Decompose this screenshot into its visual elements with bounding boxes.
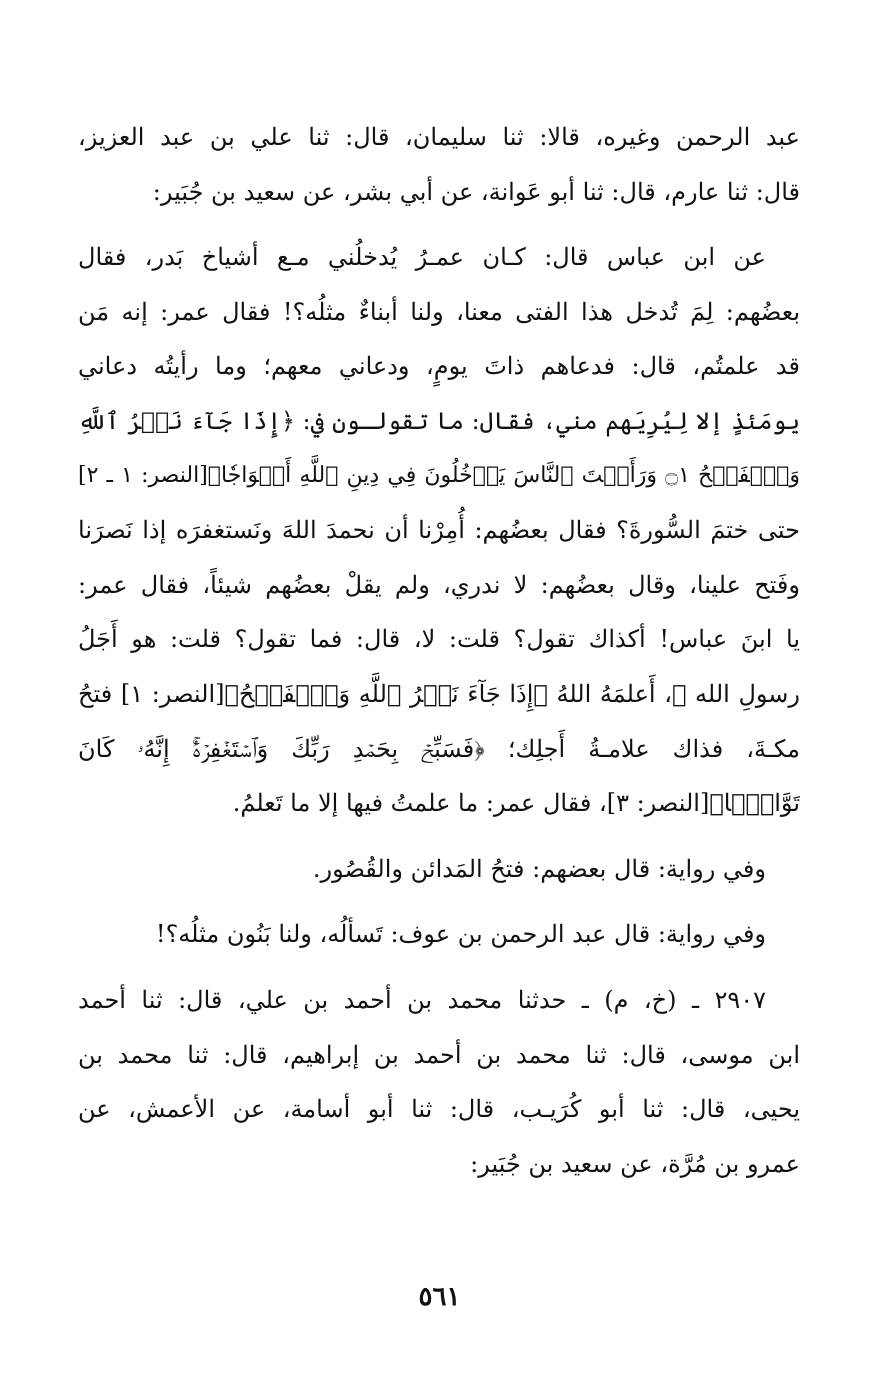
narration-line: وفي رواية: قال بعضهم: فتحُ المَدائن والقُصُور.	[312, 854, 766, 883]
text-line: حتى ختمَ السُّورةَ؟ فقال بعضُهم: أُمِرْنا أن نحمدَ اللهَ ونَستغفرَه إذا نَصرَنا	[78, 516, 800, 545]
text-line: وفَتح علينا، وقال بعضُهم: لا ندري، ولم يقلْ بعضُهم شيئاً، فقال عمر:	[78, 570, 800, 599]
text-line: قال: ثنا عارم، قال: ثنا أبو عَوانة، عن أبي بشر، عن سعيد بن جُبَير:	[152, 177, 800, 206]
text-line: عن ابن عباس قال: كـان عمـرُ يُدخلُني مـع أشياخ بَدر، فقال	[78, 243, 766, 272]
text-line: عبد الرحمن وغيره، قالا: ثنا سليمان، قال: ثنا علي بن عبد العزيز،	[78, 123, 800, 151]
page-number: ٥٦١	[418, 1282, 461, 1312]
body-text	[78, 110, 800, 1191]
text-line: تَوَّابَۢا﴾[النصر: ٣]، فقال عمر: ما علمتُ فيها إلا ما تَعلمُ.	[232, 789, 800, 818]
text-line: يا ابنَ عباس! أكذاك تقول؟ قلت: لا، قال: فما تقول؟ قلت: هو أَجَلُ	[78, 625, 800, 654]
text-line: يومَئذٍ إلا لِيُرِيَهم مني، فقال: ما تقولـون في: ﴿إِذَا جَآءَ نَصۡرُ ٱللَّهِ	[78, 406, 800, 435]
text-line: ابن موسى، قال: ثنا محمد بن أحمد بن إبراهيم، قال: ثنا محمد بن	[78, 1040, 800, 1069]
narration-line: وفي رواية: قال عبد الرحمن بن عوف: تَسألُه، ولنا بَنُون مثلُه؟!	[155, 920, 766, 949]
text-line: بعضُهم: لِمَ تُدخل هذا الفتى معنا، ولنا أبناءٌ مثلُه؟! فقال عمر: إنه مَن	[78, 297, 800, 326]
text-line: مكـةَ، فذاك علامـةُ أَجلِك؛ ﴿فَسَبِّحۡ بِحَمۡدِ رَبِّكَ وَٱسۡتَغۡفِرۡهُۚ إِنَّهُۥ كَانَ	[78, 734, 800, 763]
text-line: قد علمتُم، قال: فدعاهم ذاتَ يومٍ، ودعاني معهم؛ وما رأيتُه دعاني	[78, 352, 800, 381]
quran-verse-line: وَٱلۡفَتۡحُ ۝١ وَرَأَيۡتَ ٱلنَّاسَ يَدۡخُلُونَ فِي دِينِ ٱللَّهِ أَفۡوَاجٗا﴾[النصر: ١ ـ ٢]	[78, 462, 800, 488]
text-line: عمرو بن مُرَّة، عن سعيد بن جُبَير:	[470, 1149, 800, 1178]
text-line: رسولِ الله ﷺ، أَعلمَهُ اللهُ ﴿إِذَا جَآءَ نَصۡرُ ٱللَّهِ وَٱلۡفَتۡحُ﴾[النصر: ١] فتحُ	[78, 679, 800, 708]
hadith-number-line: ٢٩٠٧ ـ (خ، م) ـ حدثنا محمد بن أحمد بن علي، قال: ثنا أحمد	[78, 985, 766, 1014]
text-line: يحيى، قال: ثنا أبو كُرَيـب، قال: ثنا أبو أسامة، عن الأعمش، عن	[78, 1095, 800, 1124]
